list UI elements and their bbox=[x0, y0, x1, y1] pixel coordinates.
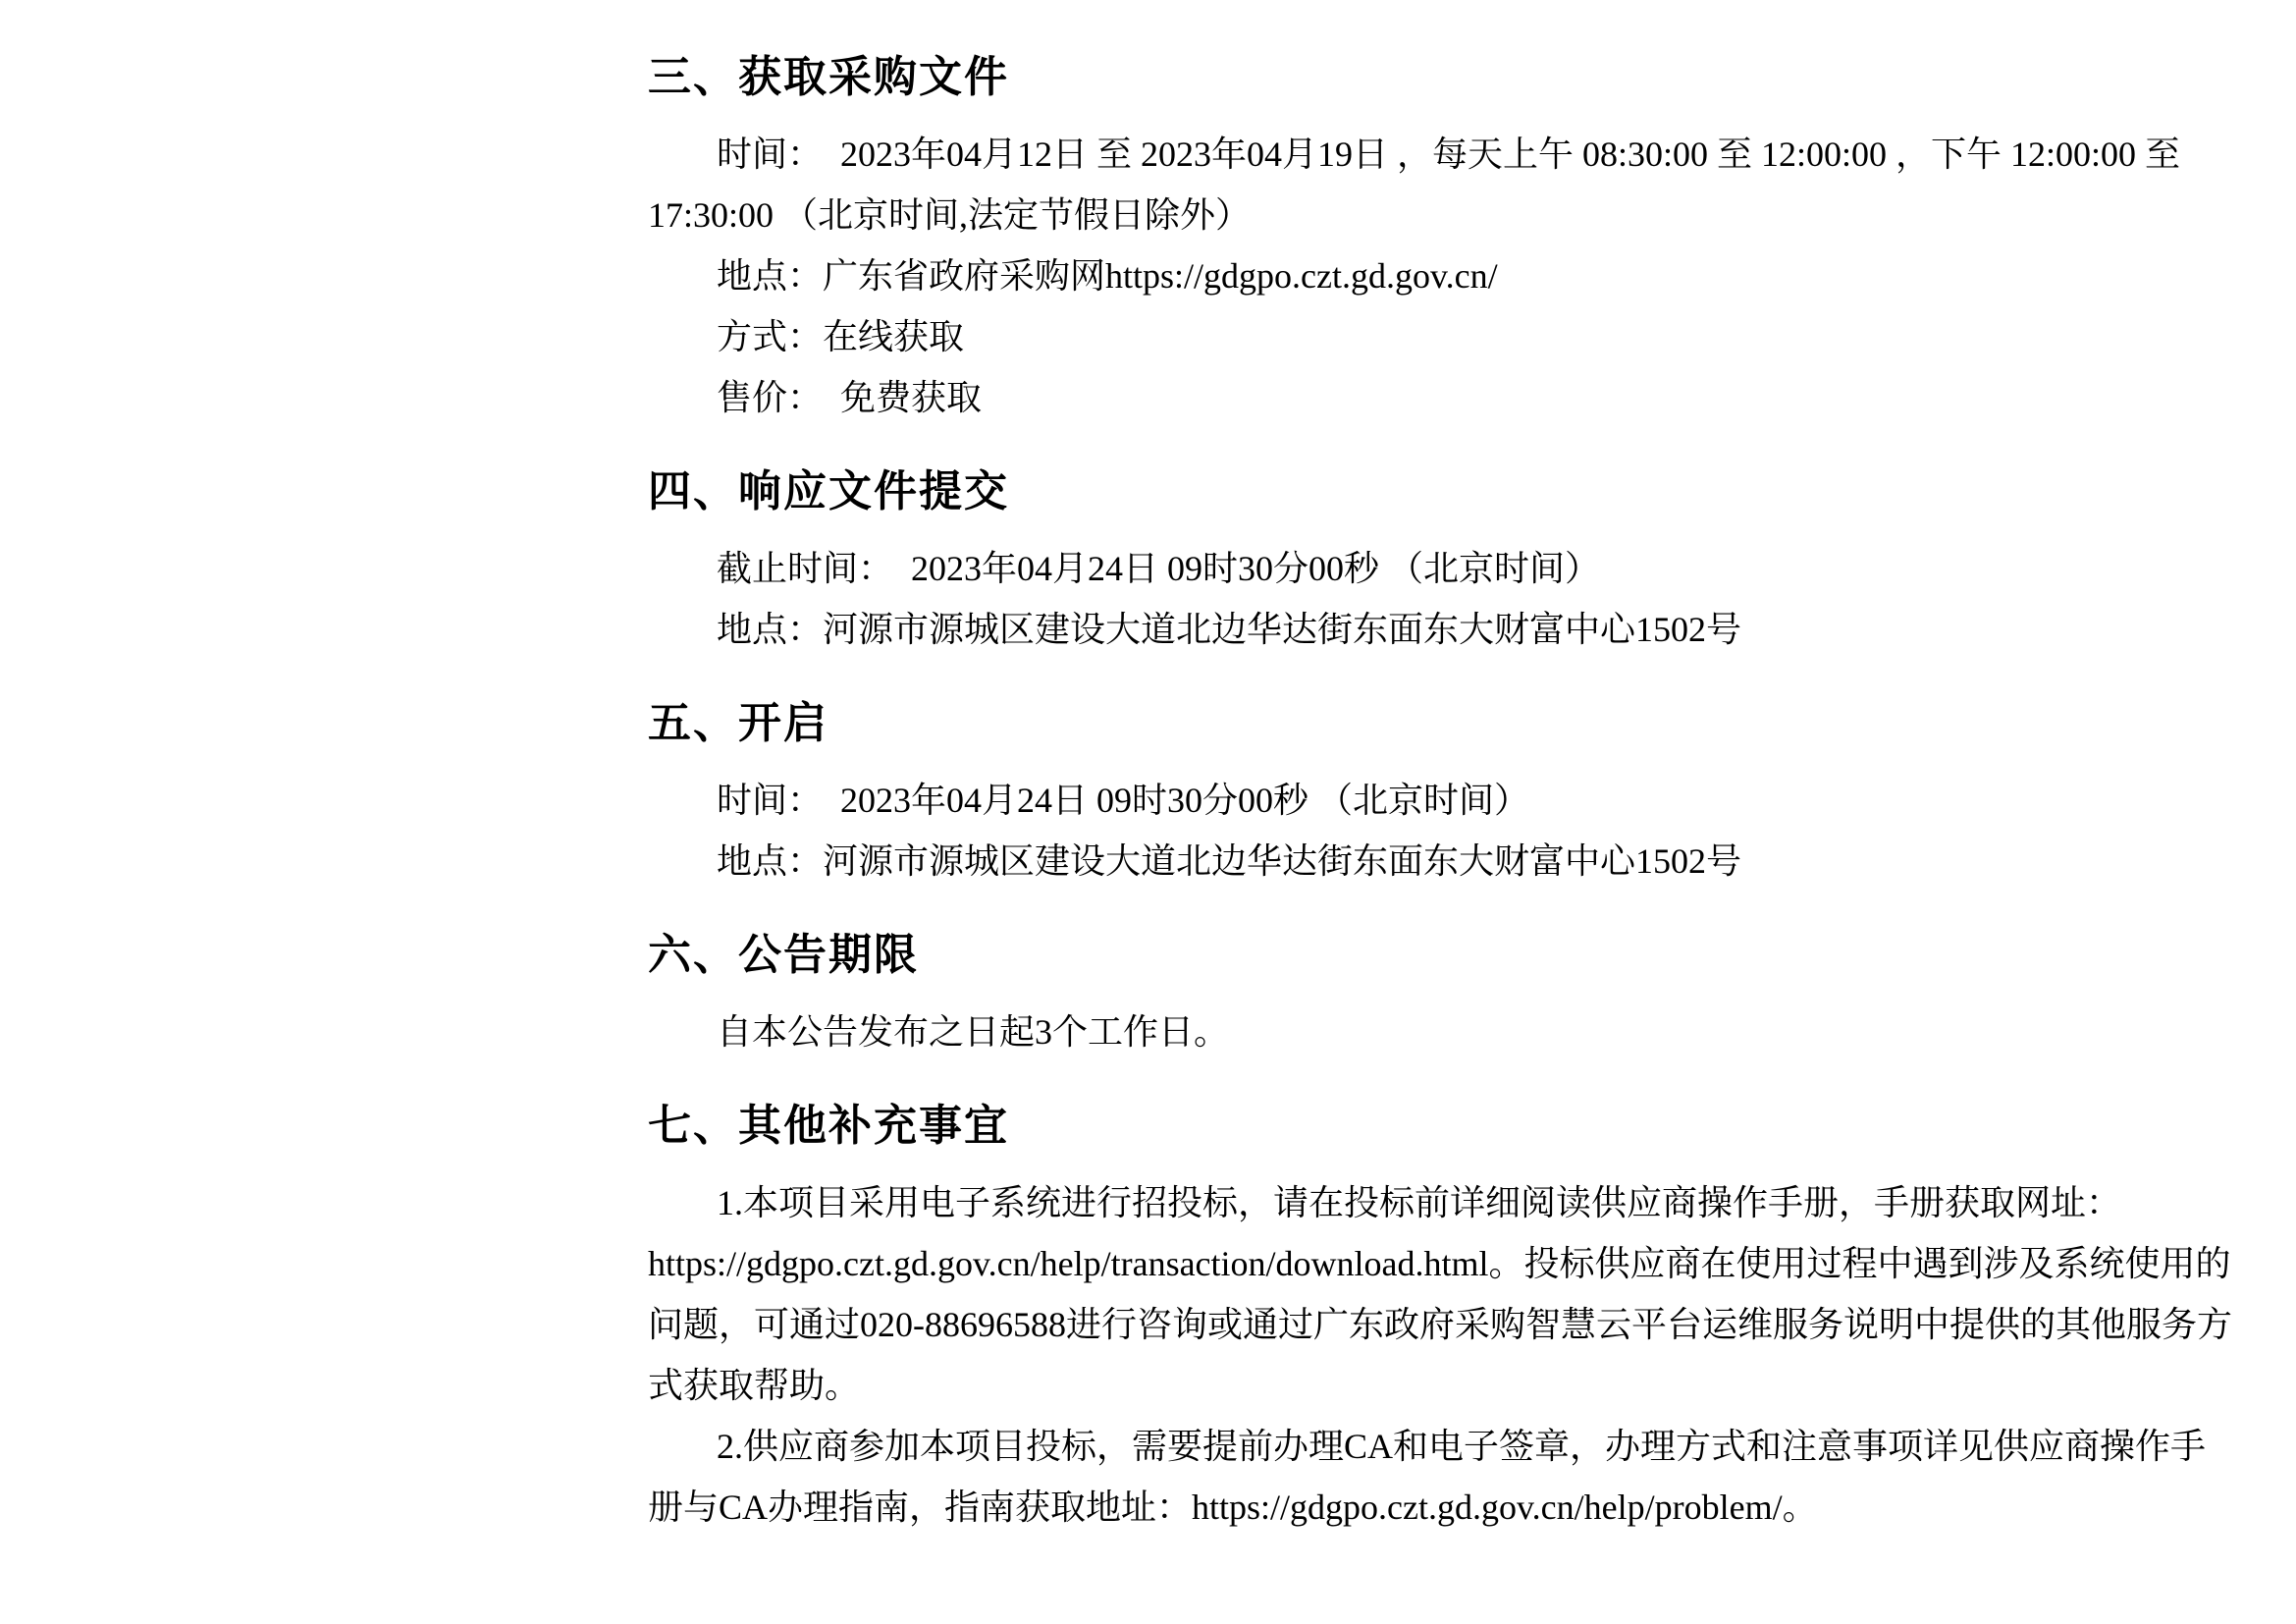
paragraph-location: 地点：河源市源城区建设大道北边华达街东面东大财富中心1502号 bbox=[717, 841, 1742, 881]
paragraph-item-1: 1.本项目采用电子系统进行招投标，请在投标前详细阅读供应商操作手册，手册获取网址：https://gdgpo.czt.gd.gov.cn/help/transaction/download.html。投标供应商在使用过程中遇到涉及系统使用的问题，可通过020-88696588进行咨询或通过广东政府采购智慧云平台运维服务说明中提供的其他服务方式获取帮助。 bbox=[648, 1183, 2232, 1405]
section-heading: 六、公告期限 bbox=[648, 931, 919, 979]
section-announcement-period bbox=[648, 927, 2233, 1062]
document-body bbox=[648, 49, 2233, 1538]
paragraph-method: 方式：在线获取 bbox=[717, 317, 965, 356]
section-heading: 七、其他补充事宜 bbox=[648, 1102, 1009, 1150]
paragraph-item-2: 2.供应商参加本项目投标，需要提前办理CA和电子签章，办理方式和注意事项详见供应商操作手册与CA办理指南，指南获取地址：https://gdgpo.czt.gd.gov.cn/help/problem/。 bbox=[648, 1427, 2207, 1527]
paragraph-time: 时间： 2023年04月24日 09时30分00秒 （北京时间） bbox=[717, 781, 1530, 820]
section-other-supplementary-matters bbox=[648, 1098, 2233, 1538]
paragraph-time: 时间： 2023年04月12日 至 2023年04月19日 ，每天上午 08:30:00 至 12:00:00 ，下午 12:00:00 至 17:30:00 （北京时间,法定节假日除外） bbox=[648, 135, 2190, 235]
section-heading: 四、响应文件提交 bbox=[648, 467, 1009, 515]
section-heading: 五、开启 bbox=[648, 699, 828, 747]
paragraph-period: 自本公告发布之日起3个工作日。 bbox=[717, 1012, 1230, 1052]
section-heading: 三、获取采购文件 bbox=[648, 53, 1009, 101]
paragraph-location: 地点：河源市源城区建设大道北边华达街东面东大财富中心1502号 bbox=[717, 610, 1742, 649]
section-response-document-submission bbox=[648, 463, 2233, 660]
section-obtain-procurement-documents bbox=[648, 49, 2233, 428]
paragraph-price: 售价： 免费获取 bbox=[717, 378, 983, 417]
paragraph-deadline: 截止时间： 2023年04月24日 09时30分00秒 （北京时间） bbox=[717, 549, 1601, 588]
paragraph-location: 地点：广东省政府采购网https://gdgpo.czt.gd.gov.cn/ bbox=[717, 256, 1498, 296]
section-opening bbox=[648, 695, 2233, 892]
